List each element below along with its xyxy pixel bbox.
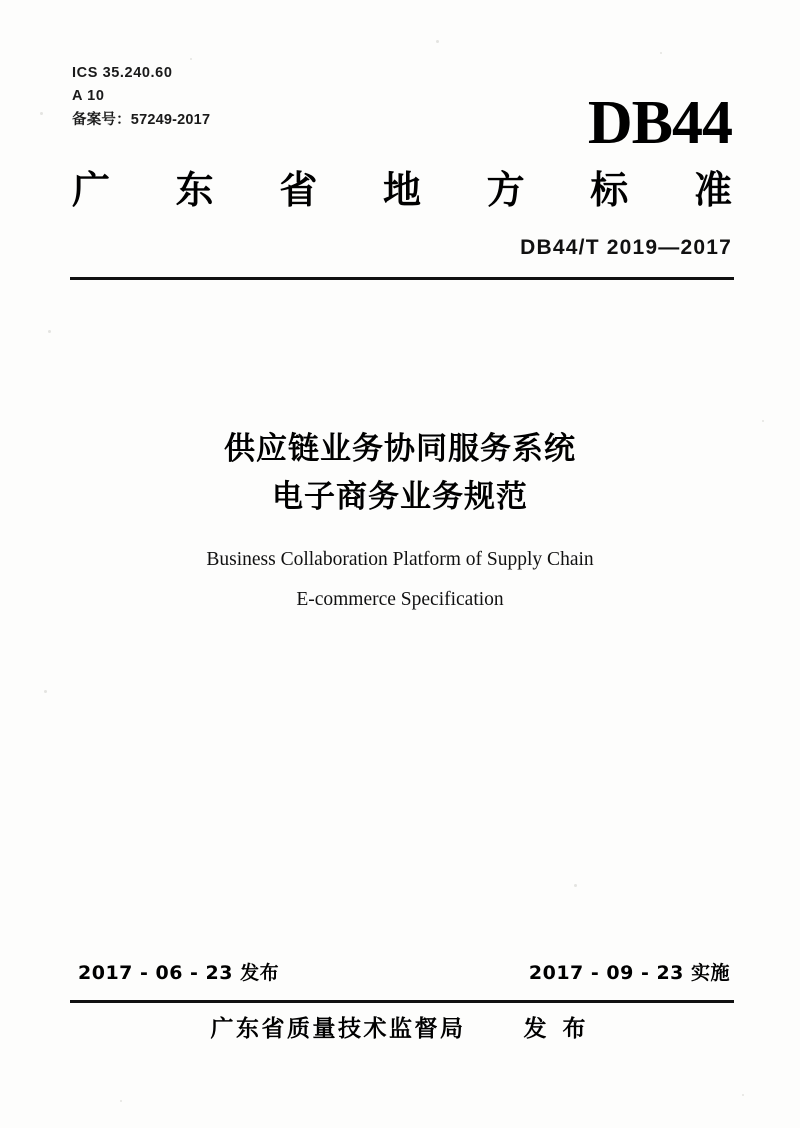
scan-speckle (40, 112, 43, 115)
document-title-cn-line1: 供应链业务协同服务系统 (224, 431, 576, 467)
title-char-2: 东 (175, 168, 214, 212)
title-char-6: 标 (590, 168, 629, 212)
title-char-5: 方 (486, 168, 525, 212)
document-title-en-line1: Business Collaboration Platform of Supply Chain (206, 549, 594, 570)
classification-code: A 10 (72, 88, 105, 105)
document-title-en-line2: E-commerce Specification (296, 588, 504, 610)
header-metadata (72, 62, 210, 132)
publish-label: 发 布 (523, 1016, 590, 1042)
issuing-body-title (72, 170, 732, 212)
title-char-3: 省 (279, 168, 318, 212)
issue-date: 2017 - 06 - 23 发布 (78, 962, 280, 984)
scan-speckle (742, 1094, 744, 1096)
scan-speckle (48, 330, 51, 333)
scan-speckle (762, 420, 764, 422)
issuer-row (0, 1010, 800, 1043)
title-char-7: 准 (693, 168, 732, 212)
scan-speckle (120, 1100, 122, 1102)
title-char-1: 广 (72, 168, 111, 212)
issuer-name: 广东省质量技术监督局 (210, 1016, 466, 1042)
scan-speckle (44, 690, 47, 693)
scan-speckle (436, 40, 439, 43)
standard-mark: DB44 (587, 89, 732, 157)
footer-divider (70, 1000, 734, 1003)
ics-code: ICS 35.240.60 (72, 65, 173, 81)
document-title-cn (0, 425, 800, 521)
header-divider (70, 277, 734, 280)
scan-speckle (660, 52, 662, 54)
document-title-en (0, 540, 800, 620)
effective-date: 2017 - 09 - 23 实施 (528, 962, 730, 984)
title-char-4: 地 (382, 168, 421, 212)
scan-speckle (190, 58, 192, 60)
record-number: 备案号：57249-2017 (72, 111, 211, 128)
scan-speckle (574, 884, 577, 887)
document-title-cn-line2: 电子商务业务规范 (272, 479, 528, 516)
standard-number: DB44/T 2019—2017 (520, 236, 732, 259)
date-row (78, 958, 730, 985)
